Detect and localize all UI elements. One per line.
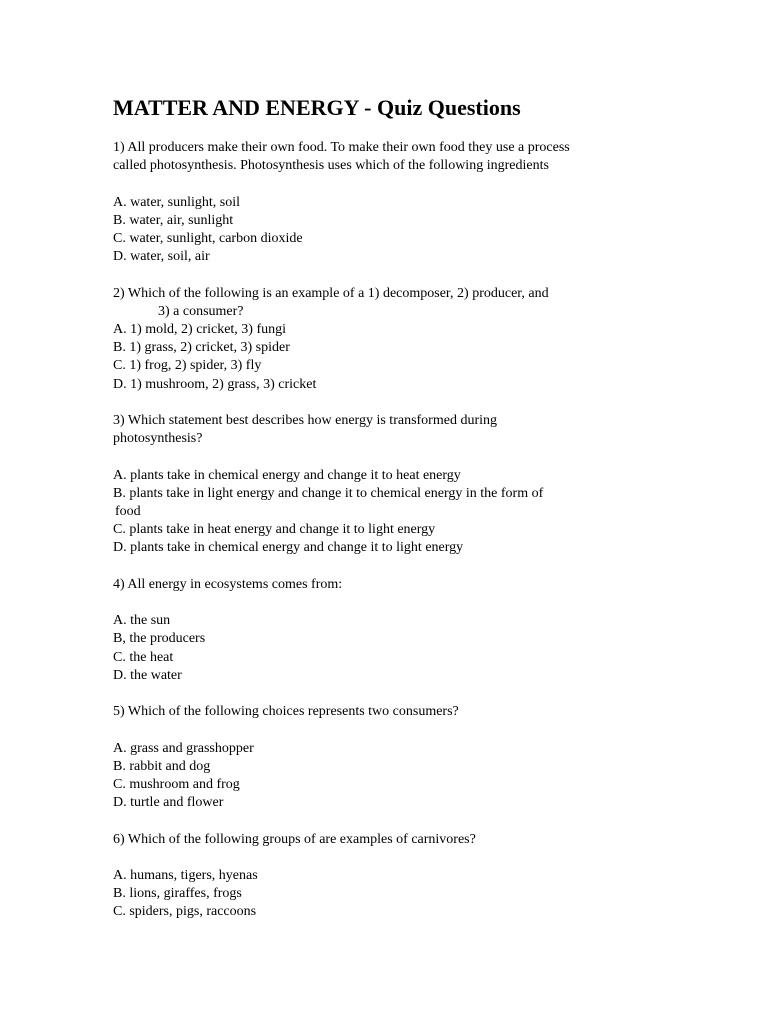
question-1 <box>113 139 673 266</box>
question-6 <box>113 831 673 922</box>
question-text: photosynthesis? <box>113 431 203 447</box>
question-text: called photosynthesis. Photosynthesis uses which of the following ingredients <box>113 158 549 174</box>
answer-option: D. the water <box>113 667 182 683</box>
answer-option: C. plants take in heat energy and change it to light energy <box>113 522 436 538</box>
answer-option: C. spiders, pigs, raccoons <box>113 904 257 920</box>
answer-option: D. turtle and flower <box>113 795 224 811</box>
answer-option: C. the heat <box>113 649 174 665</box>
answer-option: D. water, soil, air <box>113 249 210 265</box>
answer-option: A. grass and grasshopper <box>113 740 254 756</box>
quiz-document <box>113 94 673 922</box>
question-4 <box>113 576 673 685</box>
answer-option: A. 1) mold, 2) cricket, 3) fungi <box>113 322 287 337</box>
question-3 <box>113 412 673 558</box>
question-2 <box>113 285 673 394</box>
question-text: 1) All producers make their own food. To make their own food they use a process <box>113 140 570 155</box>
question-text: 2) Which of the following is an example of a 1) decomposer, 2) producer, and <box>113 285 549 301</box>
answer-option: A. humans, tigers, hyenas <box>113 867 258 883</box>
question-text: 6) Which of the following groups of are examples of carnivores? <box>113 831 476 847</box>
document-title: MATTER AND ENERGY - Quiz Questions <box>113 95 521 120</box>
question-text: 3) Which statement best describes how energy is transformed during <box>113 413 497 428</box>
answer-option: B. lions, giraffes, frogs <box>113 886 242 902</box>
answer-option: D. plants take in chemical energy and change it to light energy <box>113 540 464 556</box>
question-text: 4) All energy in ecosystems comes from: <box>113 576 343 592</box>
answer-option: B. plants take in light energy and change it to chemical energy in the form of <box>113 485 544 501</box>
answer-option: A. water, sunlight, soil <box>113 194 240 210</box>
answer-option: C. 1) frog, 2) spider, 3) fly <box>113 358 262 374</box>
answer-option: B. water, air, sunlight <box>113 212 234 228</box>
answer-option: C. mushroom and frog <box>113 776 240 792</box>
answer-option: A. the sun <box>113 613 171 629</box>
answer-option: B, the producers <box>113 631 206 647</box>
answer-option: D. 1) mushroom, 2) grass, 3) cricket <box>113 376 317 392</box>
answer-option: B. 1) grass, 2) cricket, 3) spider <box>113 340 290 356</box>
question-text: 5) Which of the following choices represents two consumers? <box>113 704 459 720</box>
question-5 <box>113 703 673 812</box>
question-text: 3) a consumer? <box>158 303 244 319</box>
answer-option: C. water, sunlight, carbon dioxide <box>113 231 303 246</box>
answer-option: A. plants take in chemical energy and change it to heat energy <box>113 467 461 483</box>
answer-option: B. rabbit and dog <box>113 758 211 774</box>
answer-option: food <box>115 504 141 519</box>
